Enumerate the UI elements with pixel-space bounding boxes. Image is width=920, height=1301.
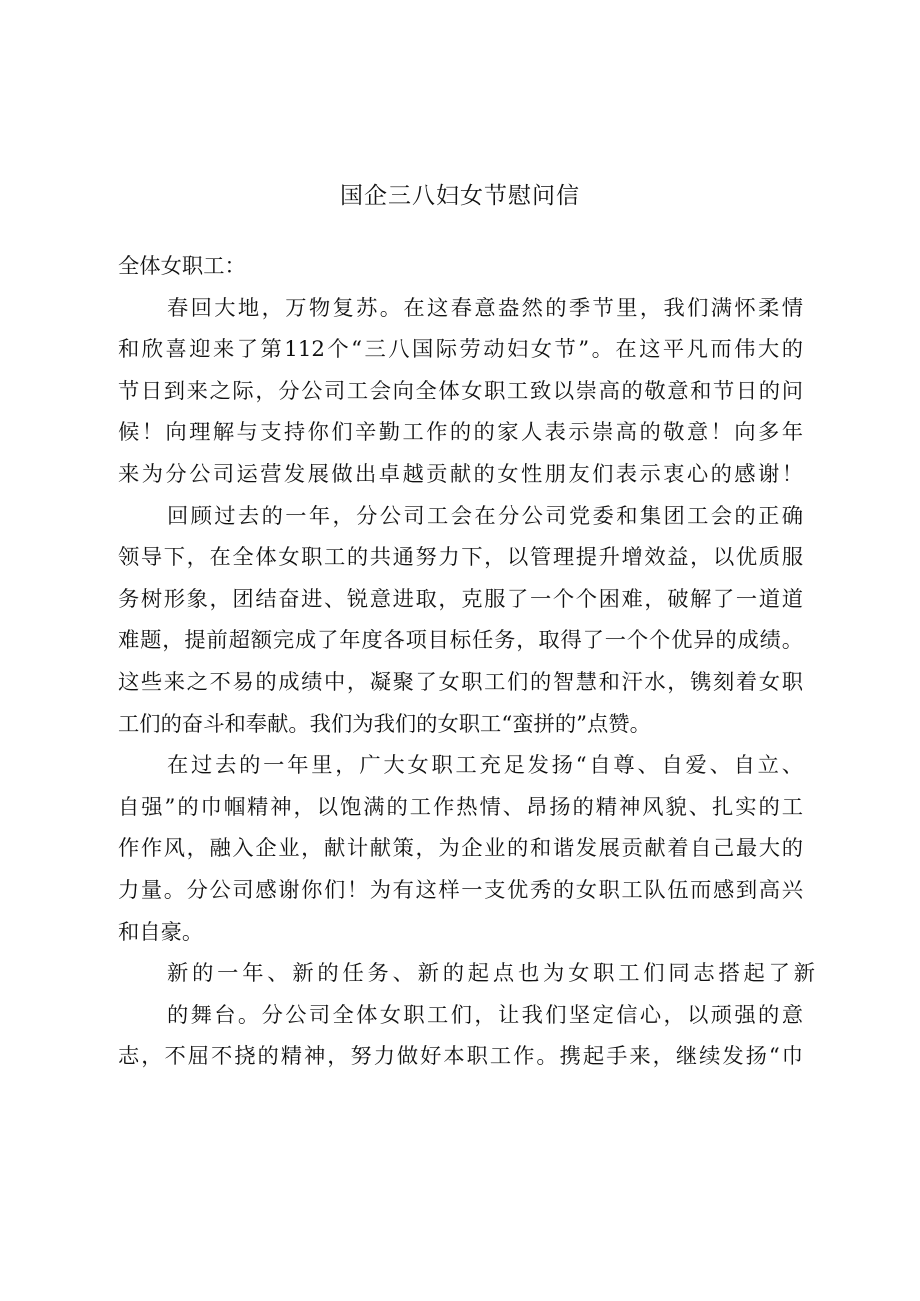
paragraph-2-line-3: 务树形象，团结奋进、锐意进取，克服了一个个困难，破解了一道道: [118, 586, 803, 612]
paragraph-1-line-4: 候！向理解与支持你们辛勤工作的的家人表示崇高的敬意！向多年: [118, 420, 803, 446]
paragraph-1-line-5: 来为分公司运营发展做出卓越贡献的女性朋友们表示衷心的感谢！: [118, 461, 803, 487]
paragraph-4-line-1: 新的一年、新的任务、新的起点也为女职工们同志搭起了新: [167, 961, 815, 987]
paragraph-2-line-6: 工们的奋斗和奉献。我们为我们的女职工“蛮拼的”点赞。: [118, 711, 651, 737]
salutation: 全体女职工：: [118, 254, 246, 279]
paragraph-3-line-5: 和自豪。: [118, 919, 204, 945]
paragraph-1-line-2: 和欣喜迎来了第112个“三八国际劳动妇女节”。在这平凡而伟大的: [118, 337, 803, 363]
paragraph-3-line-4: 力量。分公司感谢你们！为有这样一支优秀的女职工队伍而感到高兴: [118, 877, 803, 903]
paragraph-1-line-3: 节日到来之际，分公司工会向全体女职工致以崇高的敬意和节日的问: [118, 378, 803, 404]
paragraph-2-line-5: 这些来之不易的成绩中，凝聚了女职工们的智慧和汗水，镌刻着女职: [118, 669, 803, 695]
paragraph-3-line-1: 在过去的一年里，广大女职工充足发扬“自尊、自爱、自立、: [167, 753, 803, 779]
document-title: 国企三八妇女节慰问信: [340, 183, 580, 209]
paragraph-2-line-1: 回顾过去的一年，分公司工会在分公司党委和集团工会的正确: [167, 503, 803, 529]
document-body: [118, 246, 815, 1078]
paragraph-5-line-1: 的舞台。分公司全体女职工们，让我们坚定信心，以顽强的意: [167, 1002, 803, 1028]
paragraph-2-line-2: 领导下，在全体女职工的共通努力下，以管理提升增效益，以优质服: [118, 545, 803, 571]
paragraph-2-line-4: 难题，提前超额完成了年度各项目标任务，取得了一个个优异的成绩。: [118, 628, 803, 654]
paragraph-1-line-1: 春回大地，万物复苏。在这春意盎然的季节里，我们满怀柔情: [167, 295, 803, 321]
paragraph-3-line-2: 自强”的巾帼精神，以饱满的工作热情、昂扬的精神风貌、扎实的工: [118, 794, 803, 820]
paragraph-3-line-3: 作作风，融入企业，献计献策，为企业的和谐发展贡献着自己最大的: [118, 836, 803, 862]
paragraph-5-line-2: 志，不屈不挠的精神，努力做好本职工作。携起手来，继续发扬“巾: [118, 1044, 803, 1070]
